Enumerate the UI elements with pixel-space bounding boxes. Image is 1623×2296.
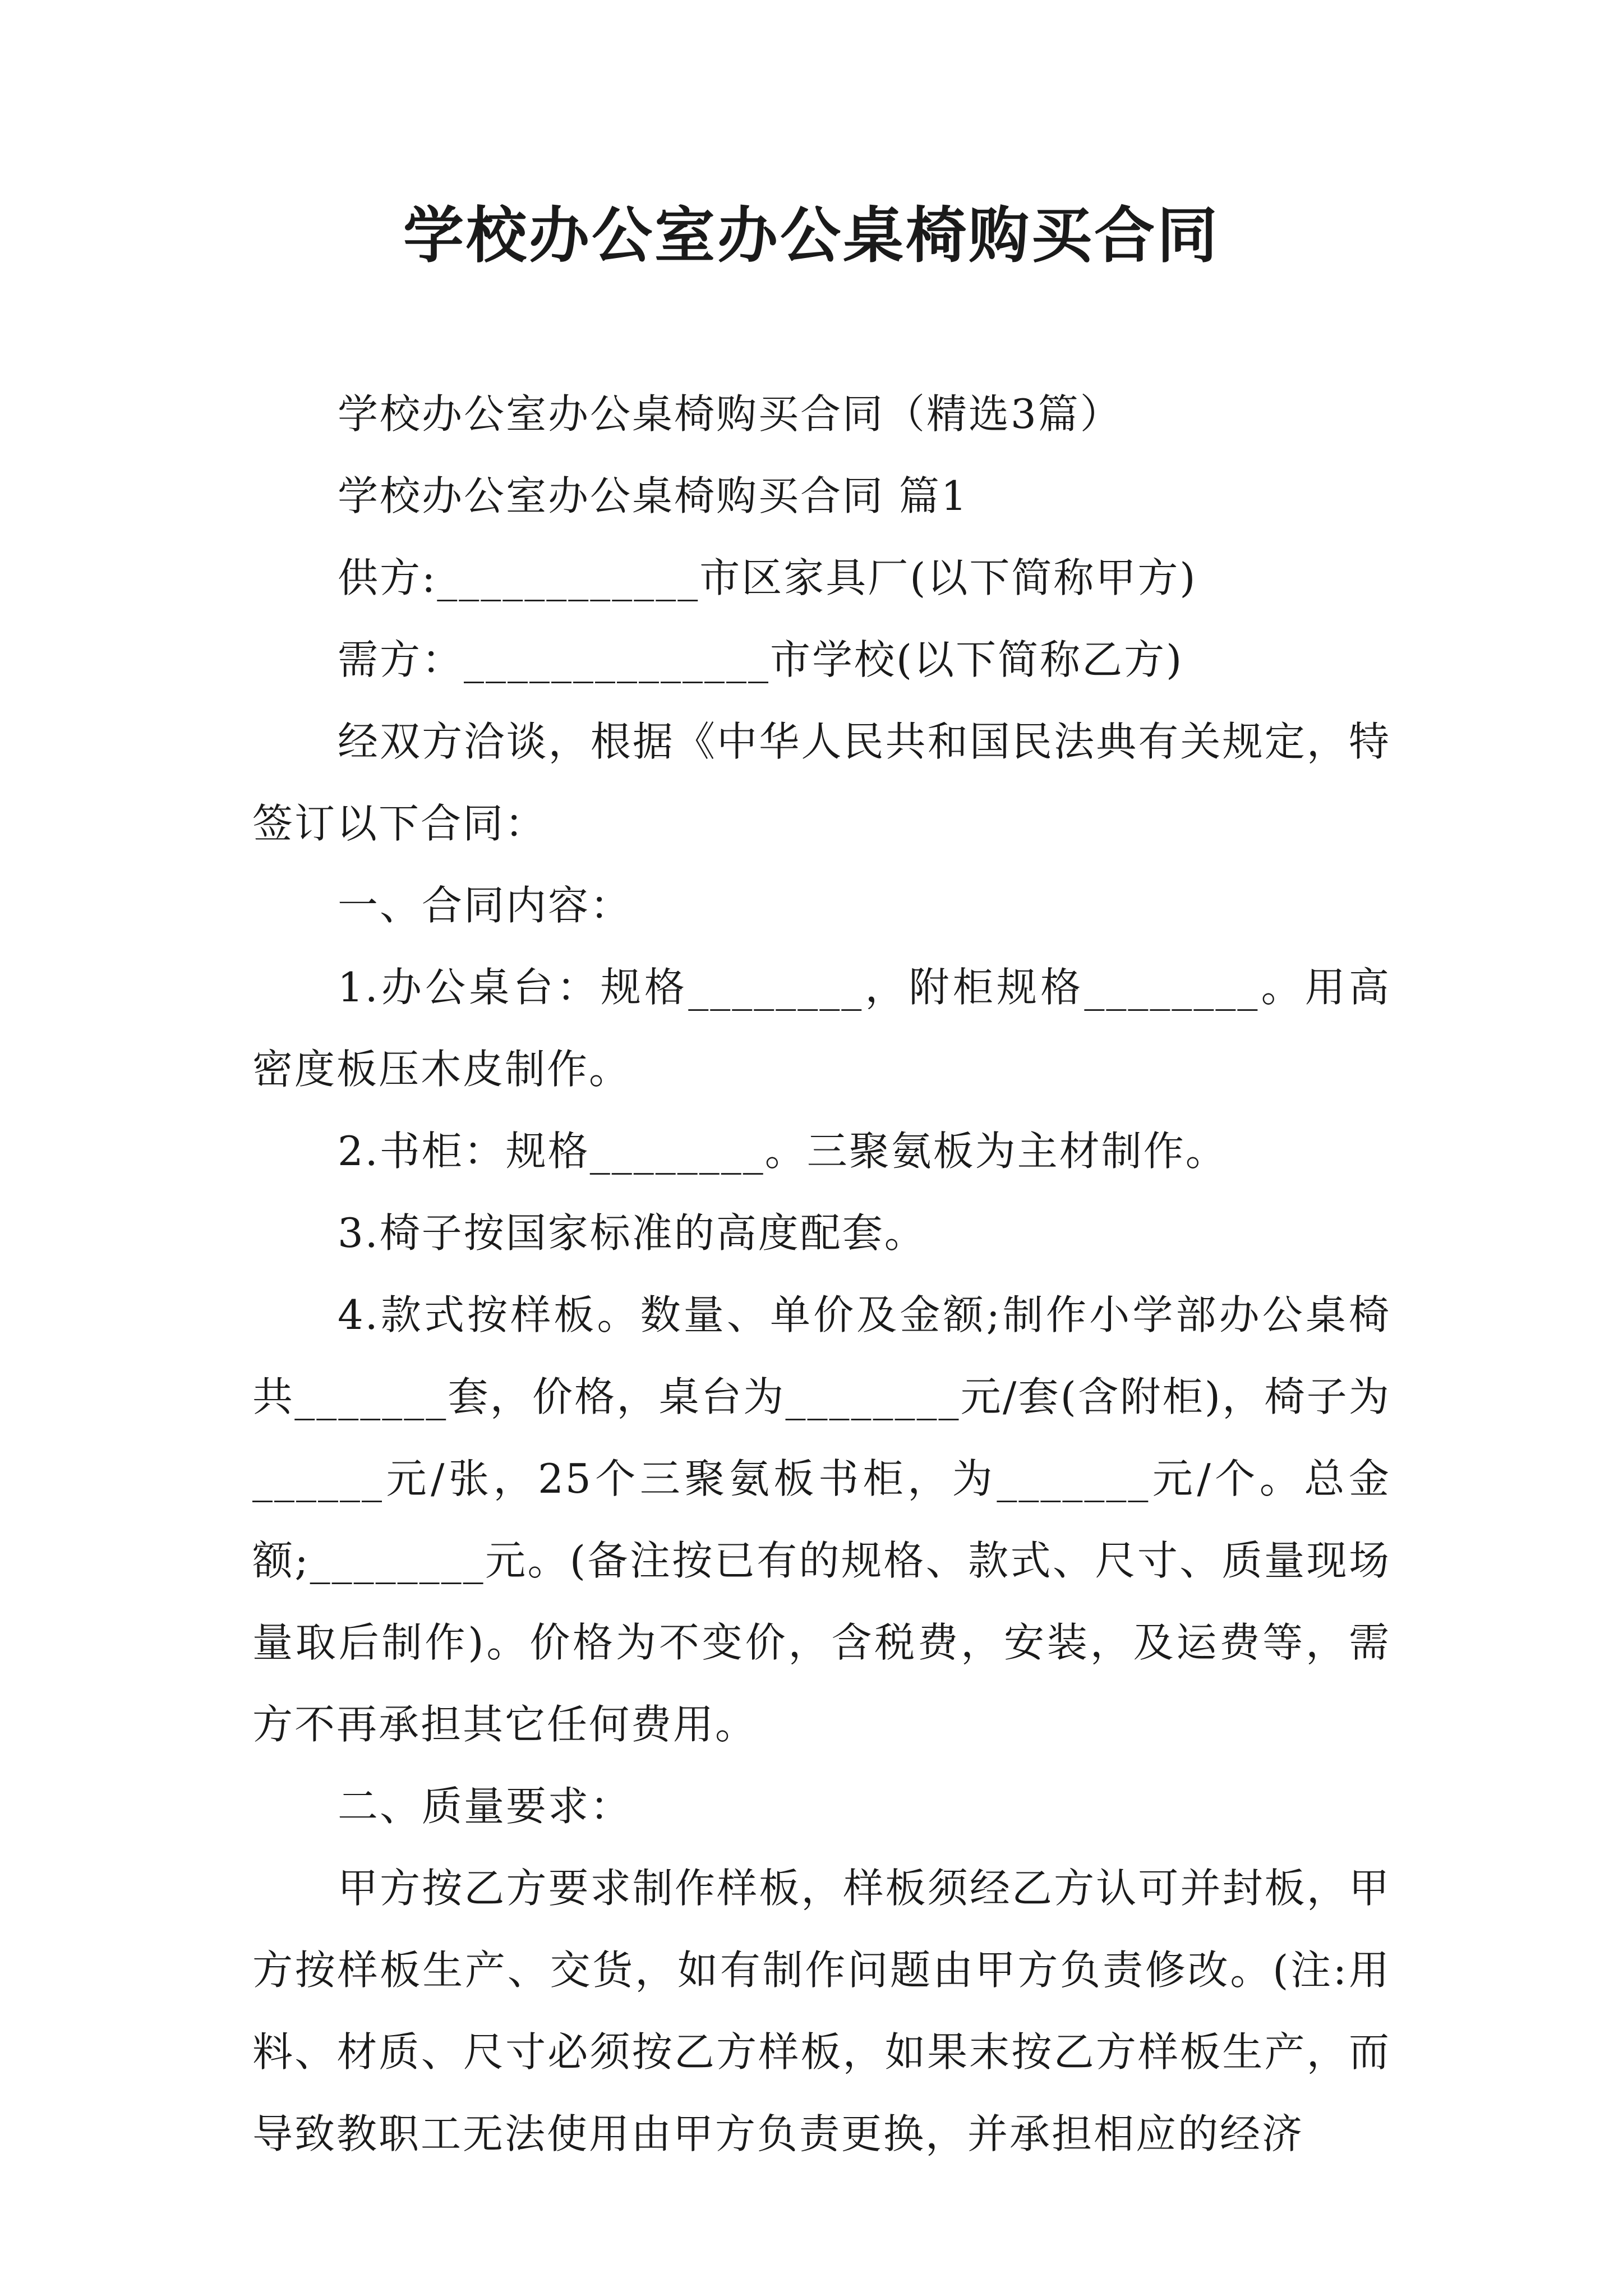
paragraph-item-2: 2.书柜：规格________。三聚氨板为主材制作。 [338,1128,1228,1175]
document-body [252,373,1391,2175]
paragraph-item-3: 3.椅子按国家标准的高度配套。 [338,1209,926,1257]
paragraph-buyer: 需方：______________市学校(以下简称乙方) [338,636,1184,683]
paragraph-quality-text: 甲方按乙方要求制作样板，样板须经乙方认可并封板，甲方按样板生产、交货，如有制作问题由甲方负责修改。(注:用料、材质、尺寸必须按乙方样板，如果末按乙方样板生产，而导致教职工无法使用由甲方负责更换，并承担相应的经济 [252,1865,1391,2157]
paragraph-preamble: 经双方洽谈，根据《中华人民共和国民法典有关规定，特签订以下合同： [252,718,1391,847]
document-title: 学校办公室办公桌椅购买合同 [403,200,1220,271]
paragraph-subtitle: 学校办公室办公桌椅购买合同（精选3篇） [338,390,1122,438]
paragraph-item-1: 1.办公桌台：规格________，附柜规格________。用高密度板压木皮制作。 [252,964,1391,1093]
paragraph-heading-contents: 一、合同内容： [338,882,633,929]
paragraph-item-4: 4.款式按样板。数量、单价及金额;制作小学部办公桌椅共_______套，价格，桌台为________元/套(含附柜)，椅子为______元/张，25个三聚氨板书柜，为_______元/个。总金额;________元。(备注按已有的规格、款式、尺寸、质量现场量取后制作)。价格为不变价，含税费，安装，及运费等，需方不再承担其它任何费用。 [252,1291,1391,1748]
paragraph-heading-quality: 二、质量要求： [338,1783,633,1830]
paragraph-supplier: 供方:____________市区家具厂(以下简称甲方) [338,554,1197,601]
paragraph-section-heading: 学校办公室办公桌椅购买合同 篇1 [338,472,969,519]
